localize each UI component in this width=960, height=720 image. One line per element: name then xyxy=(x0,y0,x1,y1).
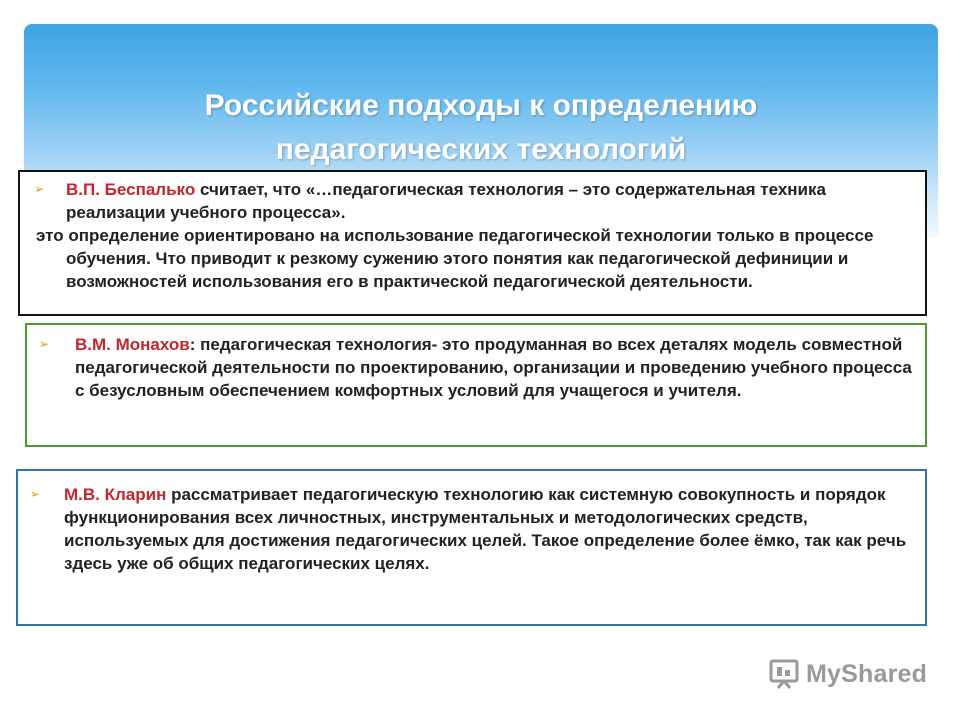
author-name: В.М. Монахов xyxy=(75,335,190,354)
arrow-bullet-icon: ➢ xyxy=(39,337,50,351)
author-name: В.П. Беспалько xyxy=(66,180,196,199)
arrow-bullet-icon: ➢ xyxy=(34,182,45,196)
myshared-logo[interactable] xyxy=(768,657,927,691)
slide-title-line-1: Российские подходы к определению xyxy=(204,89,758,122)
definition-text: считает, что «…педагогическая технология – это содержательная техника реализации учебного процесса». xyxy=(66,180,826,222)
definition-text: : педагогическая технология- это продуманная во всех деталях модель совместной педагогической деятельности по проектированию, организации и проведению учебного процесса с безусловным обеспечением комфортных условий для учащегося и учителя. xyxy=(75,335,912,400)
logo-text: MyShared xyxy=(806,659,928,688)
definition-text: рассматривает педагогическую технологию как системную совокупность и порядок функционирования всех личностных, инструментальных и методологических средств, используемых для достижения педагогических целей. Такое определение более ёмко, так как речь здесь уже об общих педагогических целях. xyxy=(64,485,907,573)
klarin-definition xyxy=(64,483,913,575)
monakhov-definition xyxy=(75,333,913,402)
slide-title xyxy=(24,84,938,172)
bespalko-comment: это определение ориентировано на использование педагогической технологии только в процессе обучения. Что приводит к резкому сужению этого понятия как педагогической дефиниции и возможностей использования его в практической педагогической деятельности. xyxy=(36,226,874,291)
slide-title-line-2: педагогических технологий xyxy=(275,133,687,166)
monakhov-definition-box xyxy=(25,323,927,447)
presentation-board-icon xyxy=(768,658,800,690)
bespalko-quote xyxy=(66,178,915,224)
klarin-definition-box xyxy=(16,469,927,626)
arrow-bullet-icon: ➢ xyxy=(30,487,41,501)
author-name: М.В. Кларин xyxy=(64,485,167,504)
bespalko-definition-box xyxy=(18,170,927,316)
